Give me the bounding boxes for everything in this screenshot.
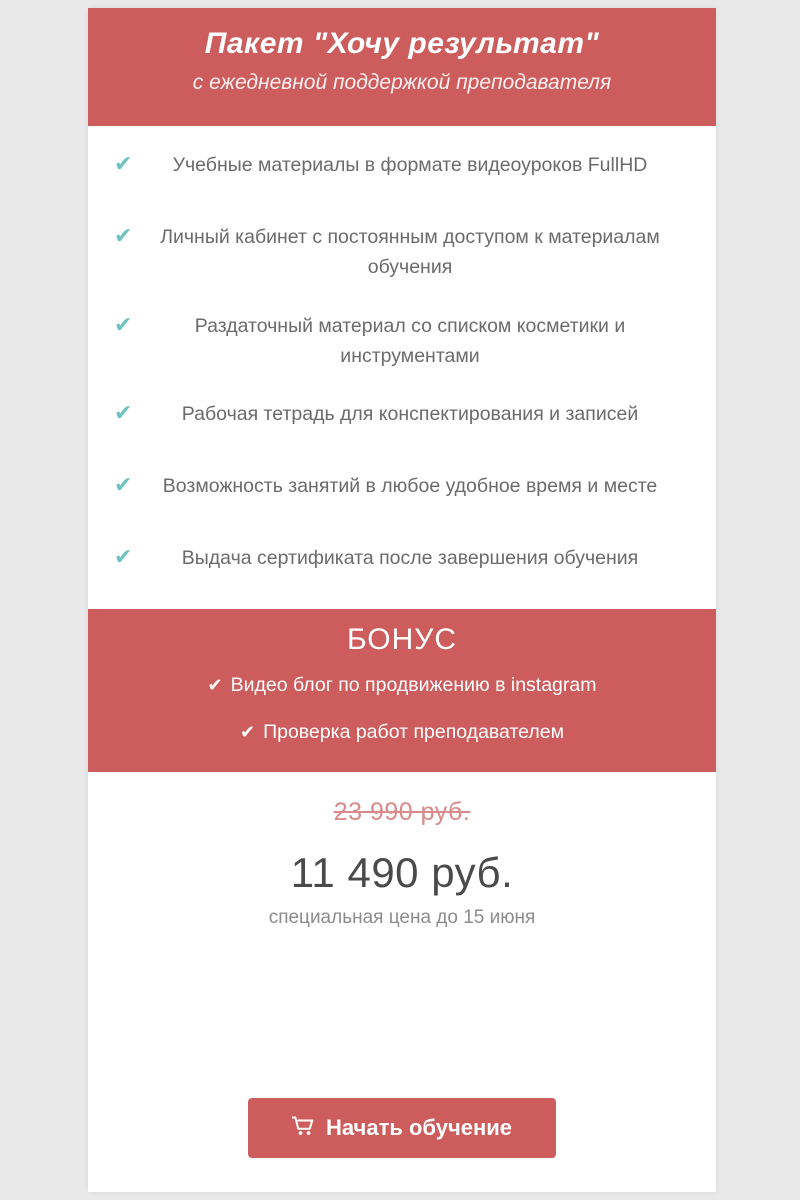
current-price: 11 490 руб.	[290, 848, 514, 896]
cart-icon	[292, 1116, 314, 1140]
card-header	[88, 8, 716, 126]
bonus-title: БОНУС	[346, 623, 458, 657]
check-icon: ✔	[114, 311, 133, 337]
old-price: 23 990 руб.	[333, 797, 471, 826]
cta-label: Начать обучение	[325, 1115, 513, 1140]
start-learning-button[interactable]	[248, 1098, 556, 1158]
check-icon: ✔	[114, 472, 133, 498]
feature-text: Учебные материалы в формате видеоуроков FullHD	[172, 154, 648, 177]
price-note: специальная цена до 15 июня	[268, 906, 536, 928]
check-icon: ✔	[114, 151, 133, 177]
check-icon: ✔	[239, 722, 256, 743]
check-icon: ✔	[114, 223, 133, 249]
feature-text: Возможность занятий в любое удобное время и месте	[162, 475, 658, 498]
price-section	[88, 772, 716, 1068]
list-item	[114, 297, 690, 385]
bonus-section	[88, 609, 716, 772]
package-subtitle: с ежедневной поддержкой преподавателя	[192, 71, 612, 94]
list-item	[114, 385, 690, 457]
check-icon: ✔	[114, 544, 133, 570]
list-item	[114, 529, 690, 601]
bonus-text: Проверка работ преподавателем	[263, 721, 565, 744]
feature-list	[88, 126, 716, 609]
cta-section	[88, 1068, 716, 1192]
bonus-text: Видео блог по продвижению в instagram	[230, 674, 597, 697]
check-icon: ✔	[114, 400, 133, 426]
bonus-list-item	[112, 718, 692, 747]
check-icon: ✔	[207, 675, 223, 696]
list-item	[114, 208, 690, 296]
feature-text: Личный кабинет с постоянным доступом к материалам обучения	[160, 226, 660, 279]
pricing-card	[88, 8, 716, 1192]
feature-text: Рабочая тетрадь для конспектирования и записей	[181, 403, 639, 426]
package-title: Пакет "Хочу результат"	[204, 27, 600, 60]
list-item	[114, 136, 690, 208]
feature-text: Выдача сертификата после завершения обучения	[181, 547, 639, 570]
list-item	[114, 457, 690, 529]
bonus-list-item	[112, 671, 692, 700]
feature-text: Раздаточный материал со списком косметики и инструментами	[194, 314, 626, 367]
